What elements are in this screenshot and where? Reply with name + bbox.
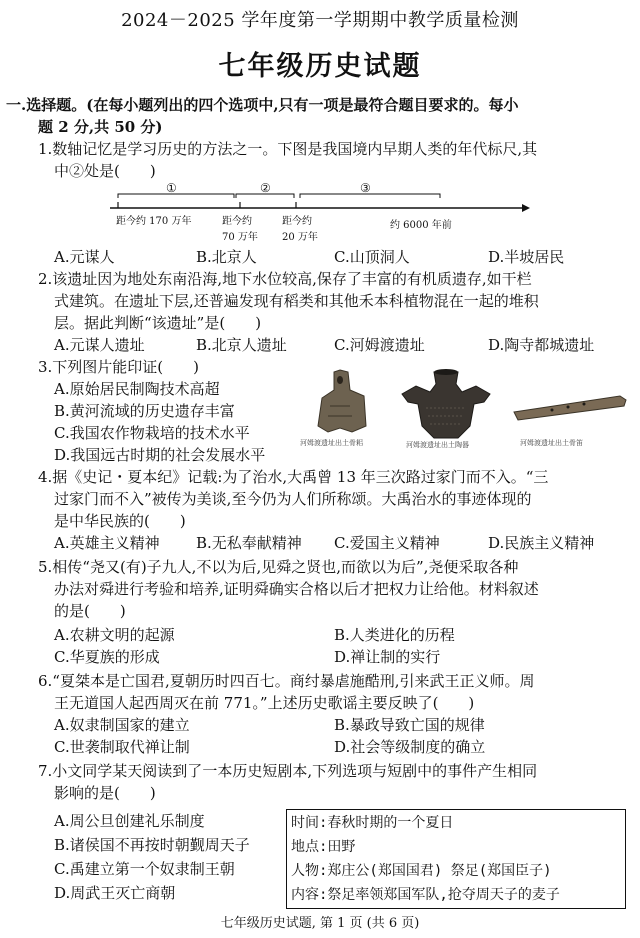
q7-option-a: A.周公旦创建礼乐制度 bbox=[54, 812, 205, 830]
q2-option-b: B.北京人遗址 bbox=[196, 336, 287, 354]
q2-stem-line1: 2.该遗址因为地处东南沿海,地下水位较高,保存了丰富的有机质遗存,如干栏 bbox=[38, 270, 532, 288]
q2-stem-line2: 式建筑。在遗址下层,还普遍发现有稻类和其他禾本科植物混在一起的堆积 bbox=[54, 292, 539, 310]
q3-option-b: B.黄河流域的历史遗存丰富 bbox=[54, 402, 235, 420]
q6-option-d: D.社会等级制度的确立 bbox=[334, 738, 486, 756]
q4-stem-line2: 过家门而不入”被传为美谈,至今仍为人们所称颂。大禹治水的事迹体现的 bbox=[54, 490, 532, 508]
drama-characters: 人物:郑庄公(郑国国君) 祭足(郑国臣子) bbox=[291, 863, 552, 879]
drama-place: 地点:田野 bbox=[291, 839, 356, 855]
q1-timeline bbox=[110, 176, 530, 246]
timeline-label-170: 距今约 170 万年 bbox=[116, 216, 192, 227]
q1-option-b: B.北京人 bbox=[196, 248, 257, 266]
q7-stem-line2: 影响的是( ) bbox=[54, 784, 156, 802]
q5-option-b: B.人类进化的历程 bbox=[334, 626, 455, 644]
timeline-marker-1: ① bbox=[166, 181, 177, 195]
q3-option-d: D.我国远古时期的社会发展水平 bbox=[54, 446, 266, 464]
caption-pottery: 河姆渡遗址出土陶器 bbox=[406, 441, 469, 449]
exam-subtitle: 2024－2025 学年度第一学期期中教学质量检测 bbox=[121, 10, 519, 31]
q5-stem-line2: 办法对舜进行考验和培养,证明舜确实合格以后才把权力让给他。材料叙述 bbox=[54, 580, 539, 598]
q7-option-b: B.诸侯国不再按时朝觐周天子 bbox=[54, 836, 250, 854]
drama-content: 内容:祭足率领郑国军队,抢夺周天子的麦子 bbox=[291, 887, 560, 903]
q3-option-a: A.原始居民制陶技术高超 bbox=[54, 380, 220, 398]
q2-stem-line3: 层。据此判断“该遗址”是( ) bbox=[54, 314, 262, 332]
q4-option-d: D.民族主义精神 bbox=[488, 534, 595, 552]
timeline-label-70-b: 70 万年 bbox=[222, 232, 258, 243]
q6-option-a: A.奴隶制国家的建立 bbox=[54, 716, 190, 734]
q4-option-b: B.无私奉献精神 bbox=[196, 534, 302, 552]
q3-stem: 3.下列图片能印证( ) bbox=[38, 358, 200, 376]
timeline-label-20-b: 20 万年 bbox=[282, 232, 318, 243]
q5-stem-line1: 5.相传“尧又(有)子九人,不以为后,见舜之贤也,而欲以为后”,尧便采取各种 bbox=[38, 558, 519, 576]
q3-option-c: C.我国农作物栽培的技术水平 bbox=[54, 424, 250, 442]
timeline-marker-2: ② bbox=[260, 181, 271, 195]
q1-option-a: A.元谋人 bbox=[54, 248, 115, 266]
q4-stem-line1: 4.据《史记・夏本纪》记载:为了治水,大禹曾 13 年三次路过家门而不入。“三 bbox=[38, 468, 549, 486]
q1-stem-line2: 中②处是( ) bbox=[54, 162, 156, 180]
caption-bone-spade: 河姆渡遗址出土骨耜 bbox=[300, 439, 363, 447]
exam-title: 七年级历史试题 bbox=[218, 51, 422, 82]
q2-option-d: D.陶寺都城遗址 bbox=[488, 336, 595, 354]
q1-option-c: C.山顶洞人 bbox=[334, 248, 410, 266]
timeline-label-20-a: 距今约 bbox=[282, 216, 312, 227]
drama-time: 时间:春秋时期的一个夏日 bbox=[291, 815, 454, 831]
q4-stem-line3: 是中华民族的( ) bbox=[54, 512, 186, 530]
q5-option-c: C.华夏族的形成 bbox=[54, 648, 160, 666]
q7-option-c: C.禹建立第一个奴隶制王朝 bbox=[54, 860, 235, 878]
bone-spade-image bbox=[300, 366, 380, 438]
drama-script-box bbox=[286, 809, 626, 909]
q5-option-d: D.禅让制的实行 bbox=[334, 648, 441, 666]
q7-option-d: D.周武王灭亡商朝 bbox=[54, 884, 176, 902]
bone-flute-image bbox=[512, 390, 628, 430]
q4-option-c: C.爱国主义精神 bbox=[334, 534, 440, 552]
q4-option-a: A.英雄主义精神 bbox=[54, 534, 160, 552]
page-footer: 七年级历史试题, 第 1 页 (共 6 页) bbox=[220, 916, 420, 931]
q5-option-a: A.农耕文明的起源 bbox=[54, 626, 175, 644]
timeline-label-6000: 约 6000 年前 bbox=[390, 220, 452, 231]
timeline-label-70-a: 距今约 bbox=[222, 216, 252, 227]
timeline-marker-3: ③ bbox=[360, 181, 371, 195]
q6-option-c: C.世袭制取代禅让制 bbox=[54, 738, 190, 756]
section-instruction-line1: 一.选择题。(在每小题列出的四个选项中,只有一项是最符合题目要求的。每小 bbox=[6, 96, 519, 114]
q6-stem-line1: 6.“夏桀本是亡国君,夏朝历时四百七。商纣暴虐施酷刑,引来武王正义师。周 bbox=[38, 672, 535, 690]
q5-stem-line3: 的是( ) bbox=[54, 602, 126, 620]
q1-option-d: D.半坡居民 bbox=[488, 248, 565, 266]
q2-option-a: A.元谋人遗址 bbox=[54, 336, 145, 354]
q6-option-b: B.暴政导致亡国的规律 bbox=[334, 716, 485, 734]
section-instruction-line2: 题 2 分,共 50 分) bbox=[38, 118, 163, 136]
q2-option-c: C.河姆渡遗址 bbox=[334, 336, 425, 354]
pottery-vessel-image bbox=[396, 364, 496, 446]
caption-bone-flute: 河姆渡遗址出土骨笛 bbox=[520, 439, 583, 447]
q7-stem-line1: 7.小文同学某天阅读到了一本历史短剧本,下列选项与短剧中的事件产生相同 bbox=[38, 762, 538, 780]
q6-stem-line2: 王无道国人起西周灭在前 771。”上述历史歌谣主要反映了( ) bbox=[54, 694, 475, 712]
q1-stem-line1: 1.数轴记忆是学习历史的方法之一。下图是我国境内早期人类的年代标尺,其 bbox=[38, 140, 538, 158]
